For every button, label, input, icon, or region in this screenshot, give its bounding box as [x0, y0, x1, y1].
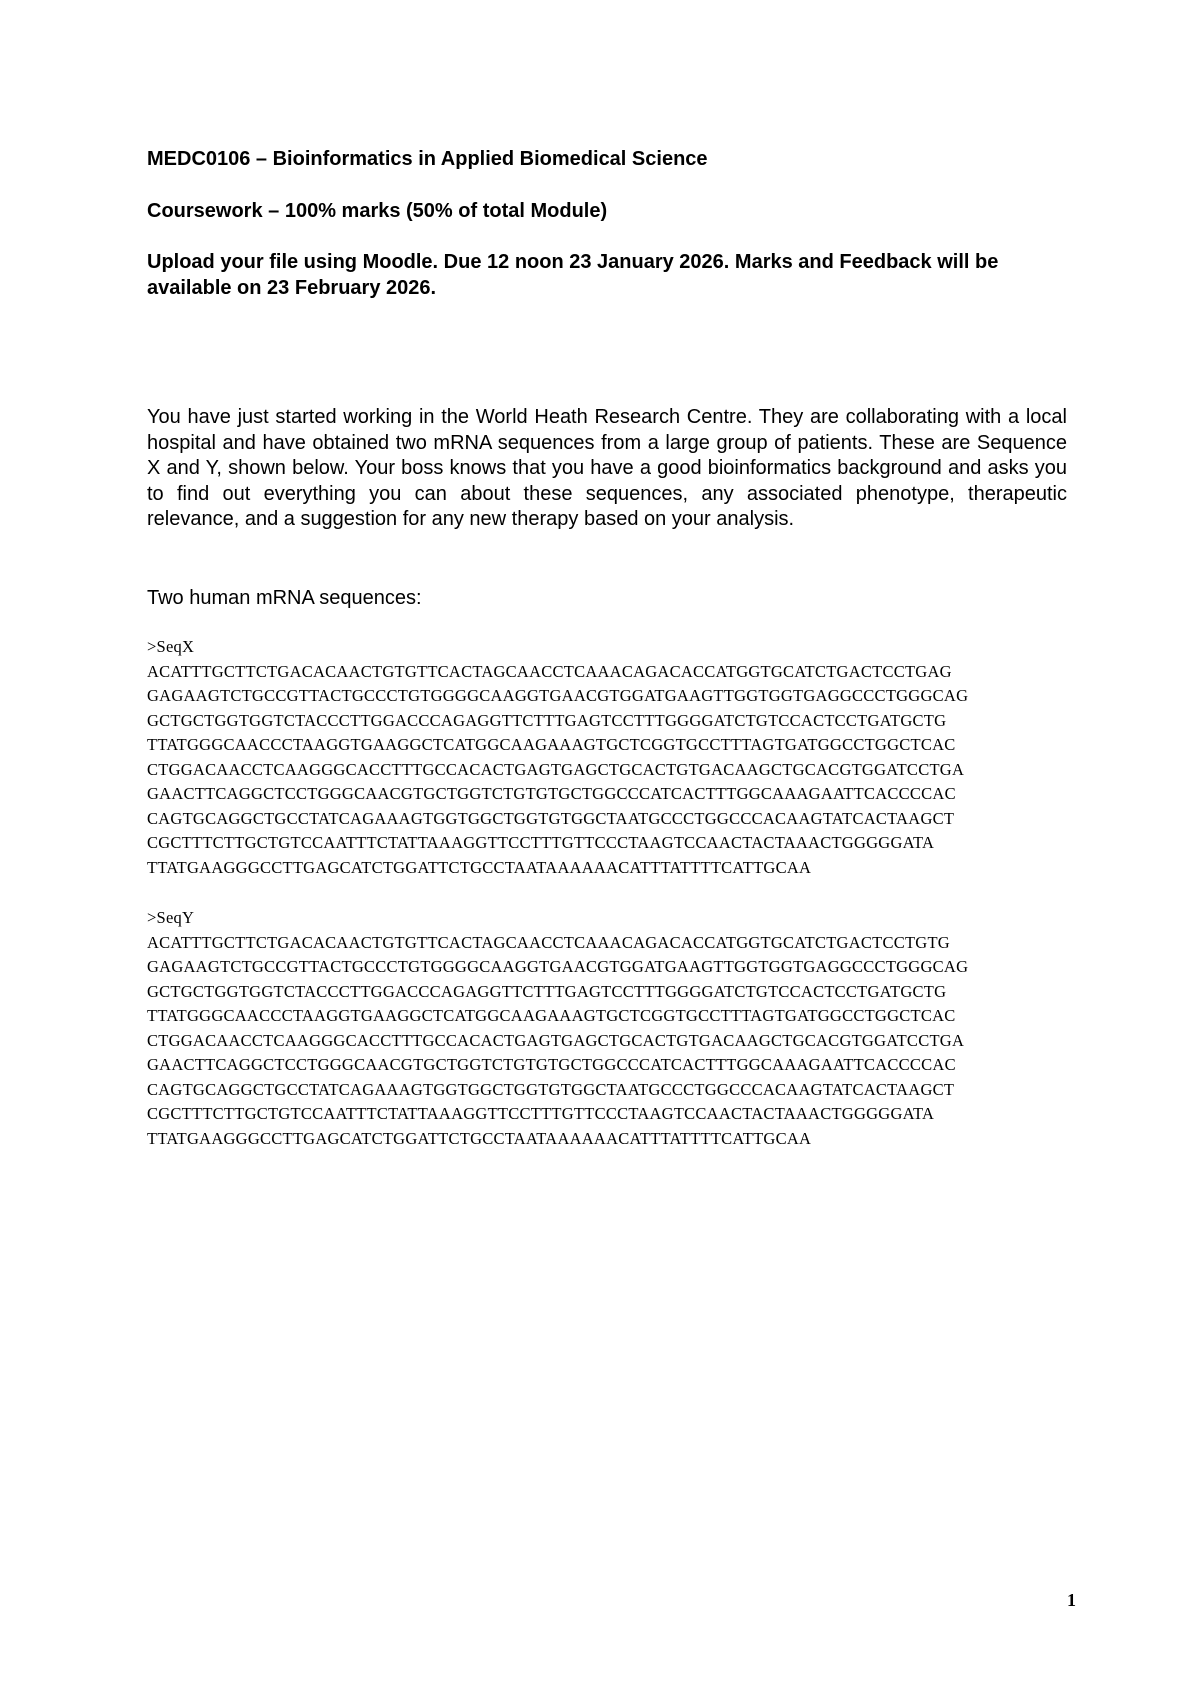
document-title: MEDC0106 – Bioinformatics in Applied Biomedical Science: [147, 148, 708, 170]
sequence-y-line: TTATGAAGGGCCTTGAGCATCTGGATTCTGCCTAATAAAAAACATTTATTTTCATTGCAA: [147, 1128, 812, 1148]
sequence-y-line: ACATTTGCTTCTGACACAACTGTGTTCACTAGCAACCTCAAACAGACACCATGGTGCATCTGACTCCTGTG: [147, 932, 950, 952]
coursework-heading: Coursework – 100% marks (50% of total Module): [147, 200, 608, 222]
sequence-y-block: [147, 906, 1077, 1151]
sequence-y-line: GAACTTCAGGCTCCTGGGCAACGTGCTGGTCTGTGTGCTGGCCCATCACTTTGGCAAAGAATTCACCCCAC: [147, 1055, 956, 1074]
sequence-y-header: >SeqY: [147, 908, 195, 927]
intro-paragraph: You have just started working in the World Heath Research Centre. They are collaborating with a local hospital and have obtained two mRNA sequences from a large group of patients. These are Sequence X and Y, shown below. Your boss knows that you have a good bioinformatics background and asks you to find out everything you can about these sequences, any associated phenotype, therapeutic relevance, and a suggestion for any new therapy based on your analysis.: [147, 406, 1067, 531]
sequences-intro: Two human mRNA sequences:: [147, 587, 422, 609]
sequence-x-line: CGCTTTCTTGCTGTCCAATTTCTATTAAAGGTTCCTTTGTTCCCTAAGTCCAACTACTAAACTGGGGGATA: [147, 833, 935, 852]
sequence-x-line: CAGTGCAGGCTGCCTATCAGAAAGTGGTGGCTGGTGTGGCTAATGCCCTGGCCCACAAGTATCACTAAGCT: [147, 808, 955, 828]
sequence-x-header: >SeqX: [147, 637, 195, 656]
sequence-x-line: TTATGAAGGGCCTTGAGCATCTGGATTCTGCCTAATAAAAAACATTTATTTTCATTGCAA: [147, 857, 812, 877]
sequence-x-line: TTATGGGCAACCCTAAGGTGAAGGCTCATGGCAAGAAAGTGCTCGGTGCCTTTAGTGATGGCCTGGCTCAC: [147, 735, 956, 754]
sequence-x-line: GCTGCTGGTGGTCTACCCTTGGACCCAGAGGTTCTTTGAGTCCTTTGGGGATCTGTCCACTCCTGATGCTG: [147, 710, 947, 730]
upload-notice: Upload your file using Moodle. Due 12 noon 23 January 2026. Marks and Feedback will be available on 23 February 2026.: [147, 251, 999, 299]
sequence-y-line: GAGAAGTCTGCCGTTACTGCCCTGTGGGGCAAGGTGAACGTGGATGAAGTTGGTGGTGAGGCCCTGGGCAG: [147, 957, 969, 976]
sequence-y-line: GCTGCTGGTGGTCTACCCTTGGACCCAGAGGTTCTTTGAGTCCTTTGGGGATCTGTCCACTCCTGATGCTG: [147, 981, 947, 1001]
sequence-y-line: CTGGACAACCTCAAGGGCACCTTTGCCACACTGAGTGAGCTGCACTGTGACAAGCTGCACGTGGATCCTGA: [147, 1030, 965, 1050]
sequence-y-line: CGCTTTCTTGCTGTCCAATTTCTATTAAAGGTTCCTTTGTTCCCTAAGTCCAACTACTAAACTGGGGGATA: [147, 1104, 935, 1123]
sequence-x-line: GAACTTCAGGCTCCTGGGCAACGTGCTGGTCTGTGTGCTGGCCCATCACTTTGGCAAAGAATTCACCCCAC: [147, 784, 956, 803]
page-number: 1: [1067, 1590, 1076, 1610]
sequence-x-block: [147, 635, 1077, 880]
sequence-y-line: CAGTGCAGGCTGCCTATCAGAAAGTGGTGGCTGGTGTGGCTAATGCCCTGGCCCACAAGTATCACTAAGCT: [147, 1079, 955, 1099]
sequence-y-line: TTATGGGCAACCCTAAGGTGAAGGCTCATGGCAAGAAAGTGCTCGGTGCCTTTAGTGATGGCCTGGCTCAC: [147, 1006, 956, 1025]
sequence-x-line: GAGAAGTCTGCCGTTACTGCCCTGTGGGGCAAGGTGAACGTGGATGAAGTTGGTGGTGAGGCCCTGGGCAG: [147, 686, 969, 705]
sequence-x-line: CTGGACAACCTCAAGGGCACCTTTGCCACACTGAGTGAGCTGCACTGTGACAAGCTGCACGTGGATCCTGA: [147, 759, 965, 779]
sequence-x-line: ACATTTGCTTCTGACACAACTGTGTTCACTAGCAACCTCAAACAGACACCATGGTGCATCTGACTCCTGAG: [147, 661, 952, 681]
